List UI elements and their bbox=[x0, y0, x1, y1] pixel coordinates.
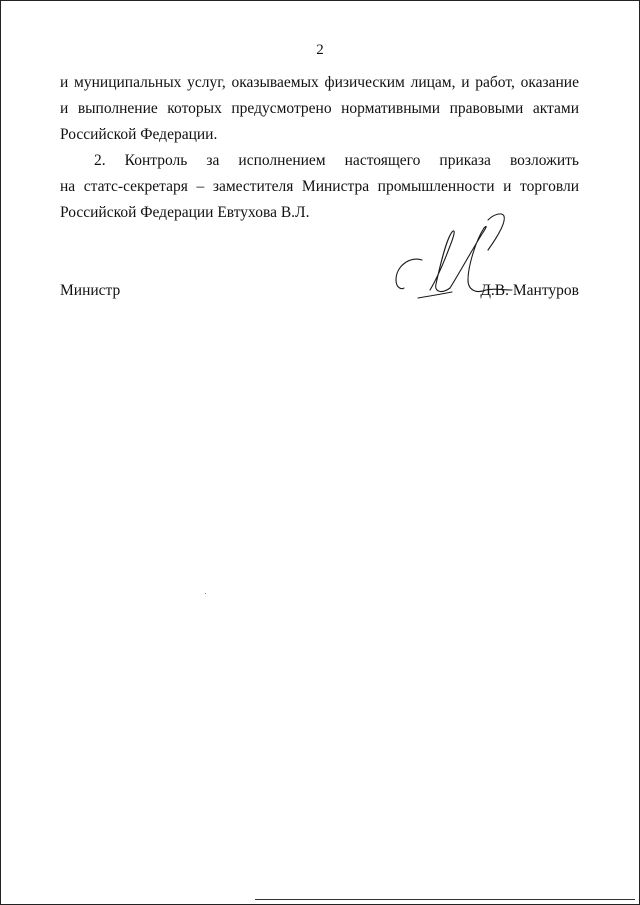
page-number: 2 bbox=[316, 42, 324, 58]
text-line: на статс-секретаря – заместителя Министра промышленности и торговли bbox=[60, 178, 579, 195]
signatory-title: Министр bbox=[60, 282, 121, 299]
scan-edge-line bbox=[255, 899, 635, 900]
paragraph-1 bbox=[60, 70, 579, 148]
text-line: Российской Федерации Евтухова В.Л. bbox=[60, 204, 310, 221]
text-line: Российской Федерации. bbox=[60, 126, 218, 143]
scan-speck bbox=[205, 593, 206, 594]
text-line: 2. Контроль за исполнением настоящего приказа возложить bbox=[94, 152, 579, 169]
text-line: и выполнение которых предусмотрено нормативными правовыми актами bbox=[60, 100, 579, 117]
signature-block bbox=[60, 278, 579, 308]
signatory-name: Д.В. Мантуров bbox=[480, 282, 579, 299]
document-body bbox=[60, 70, 579, 226]
text-line: и муниципальных услуг, оказываемых физическим лицам, и работ, оказание bbox=[60, 74, 579, 91]
